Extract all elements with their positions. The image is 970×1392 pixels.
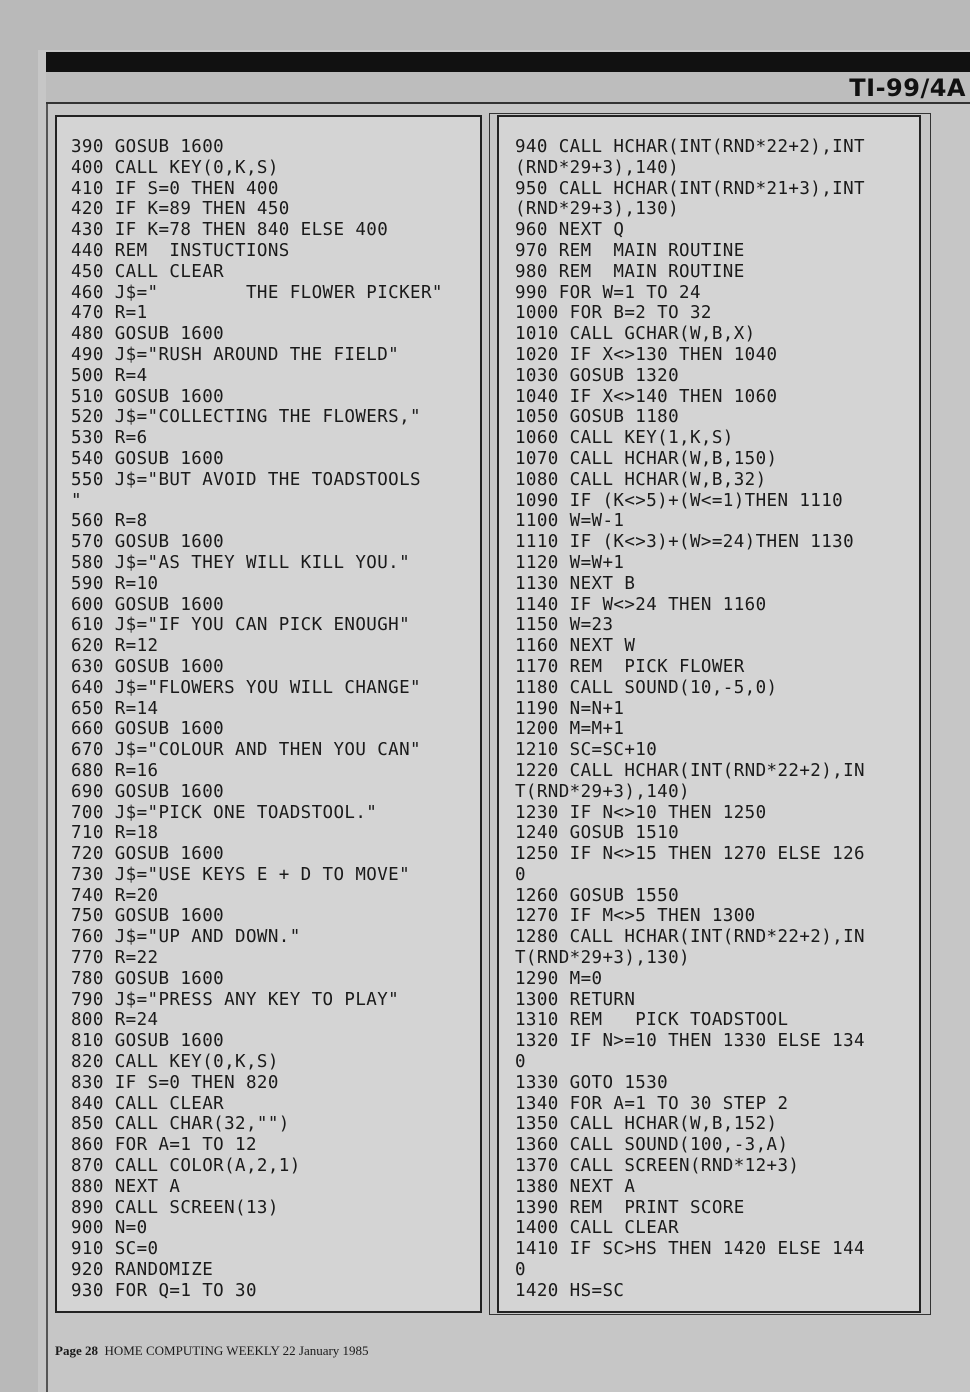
brand-title: TI-99/4A <box>849 74 966 102</box>
code-line: 1130 NEXT B <box>515 573 636 594</box>
code-line: 570 GOSUB 1600 <box>71 532 225 553</box>
code-line: 640 J$="FLOWERS YOU WILL CHANGE" <box>71 677 421 698</box>
code-line: 1410 IF SC>HS THEN 1420 ELSE 144 <box>515 1239 865 1260</box>
code-line: 890 CALL SCREEN(13) <box>71 1197 279 1218</box>
code-line: 1220 CALL HCHAR(INT(RND*22+2),IN <box>515 760 865 781</box>
code-line: 460 J$=" THE FLOWER PICKER" <box>71 282 443 303</box>
code-line: 1160 NEXT W <box>515 636 636 657</box>
code-line: 800 R=24 <box>71 1010 159 1031</box>
code-line: 1110 IF (K<>3)+(W>=24)THEN 1130 <box>515 532 855 553</box>
code-line: 450 CALL CLEAR <box>71 261 225 282</box>
code-line: 840 CALL CLEAR <box>71 1093 225 1114</box>
code-line: 910 SC=0 <box>71 1239 159 1260</box>
code-line: 1340 FOR A=1 TO 30 STEP 2 <box>515 1093 789 1114</box>
code-line: 730 J$="USE KEYS E + D TO MOVE" <box>71 864 411 885</box>
code-line: (RND*29+3),140) <box>515 157 680 178</box>
code-line: 1360 CALL SOUND(100,-3,A) <box>515 1135 789 1156</box>
code-line: 530 R=6 <box>71 428 148 449</box>
code-line: 540 GOSUB 1600 <box>71 448 225 469</box>
code-line: 1020 IF X<>130 THEN 1040 <box>515 344 778 365</box>
code-line: 600 GOSUB 1600 <box>71 594 225 615</box>
code-line: (RND*29+3),130) <box>515 199 680 220</box>
code-line: 420 IF K=89 THEN 450 <box>71 199 290 220</box>
code-line: 1080 CALL HCHAR(W,B,32) <box>515 469 767 490</box>
listing-right-column <box>497 115 921 1313</box>
code-line: 950 CALL HCHAR(INT(RND*21+3),INT <box>515 178 865 199</box>
code-line: 550 J$="BUT AVOID THE TOADSTOOLS <box>71 469 421 490</box>
code-line: 470 R=1 <box>71 303 148 324</box>
code-line: 1330 GOTO 1530 <box>515 1072 669 1093</box>
code-line: 930 FOR Q=1 TO 30 <box>71 1280 257 1301</box>
code-line: 400 CALL KEY(0,K,S) <box>71 157 279 178</box>
code-line: 870 CALL COLOR(A,2,1) <box>71 1156 301 1177</box>
code-line: 620 R=12 <box>71 636 159 657</box>
code-line: 1010 CALL GCHAR(W,B,X) <box>515 324 756 345</box>
code-line: 990 FOR W=1 TO 24 <box>515 282 701 303</box>
code-line: 1170 REM PICK FLOWER <box>515 656 745 677</box>
code-line: 1090 IF (K<>5)+(W<=1)THEN 1110 <box>515 490 844 511</box>
code-line: 1050 GOSUB 1180 <box>515 407 680 428</box>
code-line: 500 R=4 <box>71 365 148 386</box>
code-line: 1320 IF N>=10 THEN 1330 ELSE 134 <box>515 1031 865 1052</box>
code-line: 0 <box>515 1052 526 1073</box>
code-line: 610 J$="IF YOU CAN PICK ENOUGH" <box>71 615 411 636</box>
code-line: 760 J$="UP AND DOWN." <box>71 927 301 948</box>
code-line: 490 J$="RUSH AROUND THE FIELD" <box>71 344 400 365</box>
code-line: 670 J$="COLOUR AND THEN YOU CAN" <box>71 740 421 761</box>
code-line: T(RND*29+3),140) <box>515 781 690 802</box>
code-line: 700 J$="PICK ONE TOADSTOOL." <box>71 802 378 823</box>
code-line: 1350 CALL HCHAR(W,B,152) <box>515 1114 778 1135</box>
code-line: 1290 M=0 <box>515 968 603 989</box>
code-line: 1140 IF W<>24 THEN 1160 <box>515 594 767 615</box>
code-line: 900 N=0 <box>71 1218 148 1239</box>
code-line: 1250 IF N<>15 THEN 1270 ELSE 126 <box>515 844 865 865</box>
code-line: 630 GOSUB 1600 <box>71 656 225 677</box>
page-number: Page 28 <box>55 1343 98 1358</box>
code-line: 850 CALL CHAR(32,"") <box>71 1114 290 1135</box>
code-line: 590 R=10 <box>71 573 159 594</box>
code-line: 390 GOSUB 1600 <box>71 137 225 157</box>
code-line: 790 J$="PRESS ANY KEY TO PLAY" <box>71 989 400 1010</box>
code-line: 980 REM MAIN ROUTINE <box>515 261 745 282</box>
code-line: 770 R=22 <box>71 948 159 969</box>
code-line: 1280 CALL HCHAR(INT(RND*22+2),IN <box>515 927 865 948</box>
code-line: 750 GOSUB 1600 <box>71 906 225 927</box>
code-line: 560 R=8 <box>71 511 148 532</box>
code-line: 830 IF S=0 THEN 820 <box>71 1072 279 1093</box>
code-line: 880 NEXT A <box>71 1176 181 1197</box>
code-line: 580 J$="AS THEY WILL KILL YOU." <box>71 552 411 573</box>
code-line: T(RND*29+3),130) <box>515 948 690 969</box>
code-line: 820 CALL KEY(0,K,S) <box>71 1052 279 1073</box>
code-line: 970 REM MAIN ROUTINE <box>515 240 745 261</box>
code-line: 1040 IF X<>140 THEN 1060 <box>515 386 778 407</box>
page-footer <box>55 1343 369 1359</box>
code-line: 940 CALL HCHAR(INT(RND*22+2),INT <box>515 137 865 157</box>
code-line: 1120 W=W+1 <box>515 552 625 573</box>
header-band <box>46 52 970 74</box>
code-line: 650 R=14 <box>71 698 159 719</box>
code-line: 1240 GOSUB 1510 <box>515 823 680 844</box>
code-line: 1180 CALL SOUND(10,-5,0) <box>515 677 778 698</box>
code-line: 960 NEXT Q <box>515 220 625 241</box>
code-line: 1300 RETURN <box>515 989 636 1010</box>
code-line: 0 <box>515 864 526 885</box>
code-line: 1100 W=W-1 <box>515 511 625 532</box>
code-line: 1210 SC=SC+10 <box>515 740 658 761</box>
publication-line: HOME COMPUTING WEEKLY 22 January 1985 <box>104 1343 369 1358</box>
code-line: 1260 GOSUB 1550 <box>515 885 680 906</box>
code-line: 520 J$="COLLECTING THE FLOWERS," <box>71 407 421 428</box>
code-line: 1310 REM PICK TOADSTOOL <box>515 1010 789 1031</box>
code-line: 1060 CALL KEY(1,K,S) <box>515 428 734 449</box>
code-line: 1400 CALL CLEAR <box>515 1218 680 1239</box>
code-line: 660 GOSUB 1600 <box>71 719 225 740</box>
code-line: 1420 HS=SC <box>515 1280 625 1301</box>
code-line: 1150 W=23 <box>515 615 614 636</box>
code-line: 1370 CALL SCREEN(RND*12+3) <box>515 1156 800 1177</box>
code-line: 1190 N=N+1 <box>515 698 625 719</box>
header-strip <box>46 72 970 104</box>
code-line: 740 R=20 <box>71 885 159 906</box>
code-line: 510 GOSUB 1600 <box>71 386 225 407</box>
code-line: 920 RANDOMIZE <box>71 1260 214 1281</box>
code-line: 860 FOR A=1 TO 12 <box>71 1135 257 1156</box>
code-line: 0 <box>515 1260 526 1281</box>
code-line: 1390 REM PRINT SCORE <box>515 1197 745 1218</box>
code-line: 1270 IF M<>5 THEN 1300 <box>515 906 756 927</box>
code-line: 410 IF S=0 THEN 400 <box>71 178 279 199</box>
code-line: 1070 CALL HCHAR(W,B,150) <box>515 448 778 469</box>
code-line: 810 GOSUB 1600 <box>71 1031 225 1052</box>
code-line: 440 REM INSTUCTIONS <box>71 240 290 261</box>
code-line: 1230 IF N<>10 THEN 1250 <box>515 802 767 823</box>
code-line: 430 IF K=78 THEN 840 ELSE 400 <box>71 220 389 241</box>
code-line: 780 GOSUB 1600 <box>71 968 225 989</box>
page-edge-rule <box>46 52 48 1392</box>
code-line: 710 R=18 <box>71 823 159 844</box>
code-line: " <box>71 490 82 511</box>
code-line: 720 GOSUB 1600 <box>71 844 225 865</box>
code-line: 1200 M=M+1 <box>515 719 625 740</box>
listing-left-column <box>55 115 482 1313</box>
code-line: 1000 FOR B=2 TO 32 <box>515 303 712 324</box>
code-line: 480 GOSUB 1600 <box>71 324 225 345</box>
code-line: 680 R=16 <box>71 760 159 781</box>
code-line: 1030 GOSUB 1320 <box>515 365 680 386</box>
code-line: 690 GOSUB 1600 <box>71 781 225 802</box>
code-line: 1380 NEXT A <box>515 1176 636 1197</box>
